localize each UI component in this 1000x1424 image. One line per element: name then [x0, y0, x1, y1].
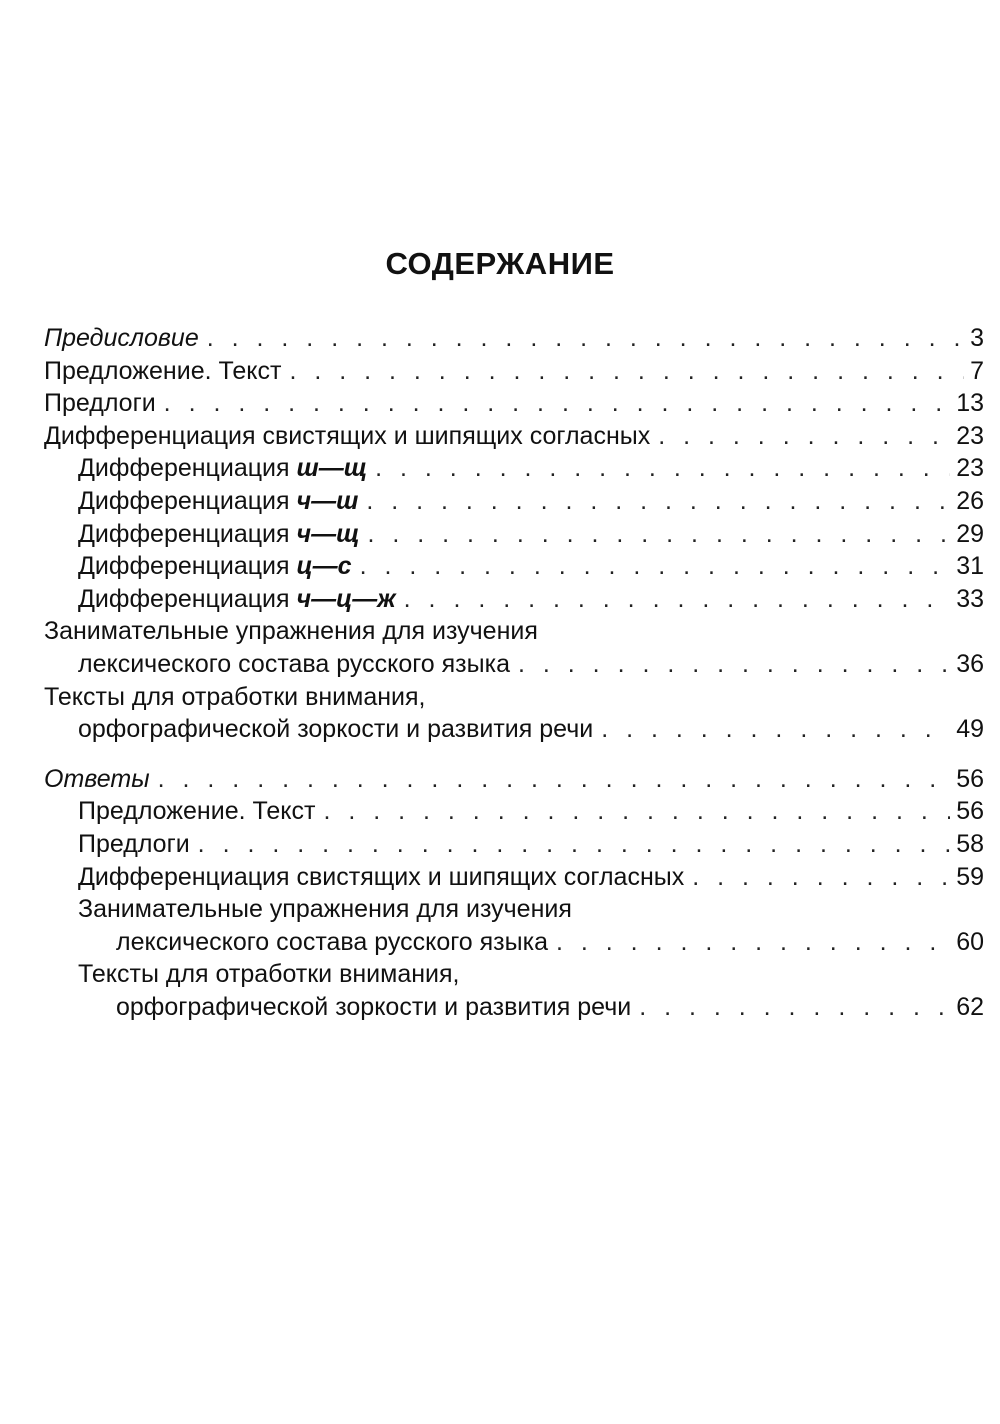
toc-entry-title: Предложение. Текст	[78, 797, 316, 826]
toc-entry-letters: ш—щ	[296, 454, 368, 483]
toc-leader-dots	[164, 389, 951, 418]
toc-subentry[interactable]	[44, 454, 984, 487]
toc-leader-dots	[207, 324, 964, 353]
toc-page-number: 56	[956, 764, 984, 793]
toc-page-number: 59	[956, 862, 984, 891]
toc-page-number: 7	[970, 356, 984, 385]
toc-leader-dots	[360, 552, 951, 581]
toc-entry-title: Занимательные упражнения для изучения	[44, 617, 538, 646]
toc-page-number: 36	[956, 649, 984, 678]
toc-subentry-line2[interactable]	[44, 993, 984, 1026]
toc-entry-title: Предлоги	[78, 829, 190, 858]
toc-subentry[interactable]	[44, 520, 984, 553]
toc-entry-title: Дифференциация	[78, 519, 290, 548]
toc-page-number: 33	[956, 584, 984, 613]
toc-leader-dots	[404, 585, 951, 614]
toc-subentry[interactable]	[44, 863, 984, 896]
toc-page-number: 13	[956, 389, 984, 418]
toc-entry-title: Предлоги	[44, 389, 156, 418]
toc-subentry-line1[interactable]	[44, 960, 984, 993]
toc-leader-dots	[658, 422, 950, 451]
toc-entry-title: Дифференциация свистящих и шипящих согласных	[78, 862, 685, 891]
toc-entry-letters: ч—щ	[296, 519, 360, 548]
toc-entry-title: Ответы	[44, 764, 150, 793]
toc-subentry[interactable]	[44, 552, 984, 585]
toc-subentry-line2[interactable]	[44, 928, 984, 961]
toc-leader-dots	[375, 454, 950, 483]
toc-page-number: 26	[956, 486, 984, 515]
toc-entry-line1[interactable]	[44, 683, 984, 716]
page-title: СОДЕРЖАНИЕ	[385, 246, 615, 281]
toc-page-number: 23	[956, 421, 984, 450]
toc-entry-title: Предисловие	[44, 324, 199, 352]
toc-entry-title: Дифференциация свистящих и шипящих согласных	[44, 421, 651, 450]
toc-subentry[interactable]	[44, 797, 984, 830]
toc-leader-dots	[692, 863, 950, 892]
toc-entry-title: Дифференциация	[78, 584, 290, 613]
toc-entry-title: Тексты для отработки внимания,	[78, 960, 460, 989]
toc-subentry-line1[interactable]	[44, 895, 984, 928]
toc-page-number: 62	[956, 992, 984, 1021]
toc-entry-title: Дифференциация	[78, 486, 290, 515]
toc-entry[interactable]	[44, 324, 984, 357]
toc-entry-title: Дифференциация	[78, 552, 290, 581]
toc-entry[interactable]	[44, 422, 984, 455]
toc-entry-title-continued: лексического состава русского языка	[78, 649, 510, 678]
toc-entry-title-continued: орфографической зоркости и развития речи	[78, 715, 594, 744]
toc-entry[interactable]	[44, 765, 984, 798]
toc-page-number: 29	[956, 519, 984, 548]
toc-page-number: 49	[956, 715, 984, 744]
toc-entry-letters: ц—с	[296, 552, 352, 581]
table-of-contents	[44, 324, 984, 1025]
toc-entry-letters: ч—ш	[296, 486, 359, 515]
toc-leader-dots	[556, 928, 950, 957]
toc-leader-dots	[323, 797, 950, 826]
toc-entry-title: Занимательные упражнения для изучения	[78, 895, 572, 924]
toc-page-number: 31	[956, 552, 984, 581]
toc-entry-title: Предложение. Текст	[44, 356, 282, 385]
toc-leader-dots	[639, 993, 950, 1022]
toc-page-number: 58	[956, 829, 984, 858]
toc-entry[interactable]	[44, 357, 984, 390]
toc-entry-line2[interactable]	[44, 715, 984, 748]
toc-page-number: 60	[956, 927, 984, 956]
toc-leader-dots	[367, 520, 950, 549]
toc-leader-dots	[198, 830, 951, 859]
toc-entry-title-continued: орфографической зоркости и развития речи	[116, 992, 632, 1021]
toc-entry-line1[interactable]	[44, 617, 984, 650]
toc-page-number: 3	[970, 324, 984, 352]
toc-entry[interactable]	[44, 389, 984, 422]
toc-page-number: 23	[956, 454, 984, 483]
toc-entry-line2[interactable]	[44, 650, 984, 683]
toc-leader-dots	[518, 650, 950, 679]
toc-leader-dots	[366, 487, 950, 516]
toc-entry-title: Тексты для отработки внимания,	[44, 682, 426, 711]
toc-subentry[interactable]	[44, 585, 984, 618]
toc-subentry[interactable]	[44, 487, 984, 520]
toc-entry-title-continued: лексического состава русского языка	[116, 927, 548, 956]
toc-entry-letters: ч—ц—ж	[296, 584, 396, 613]
toc-leader-dots	[601, 715, 950, 744]
toc-page-number: 56	[956, 797, 984, 826]
toc-entry-title: Дифференциация	[78, 454, 290, 483]
toc-subentry[interactable]	[44, 830, 984, 863]
toc-leader-dots	[158, 765, 951, 794]
toc-leader-dots	[289, 357, 964, 386]
